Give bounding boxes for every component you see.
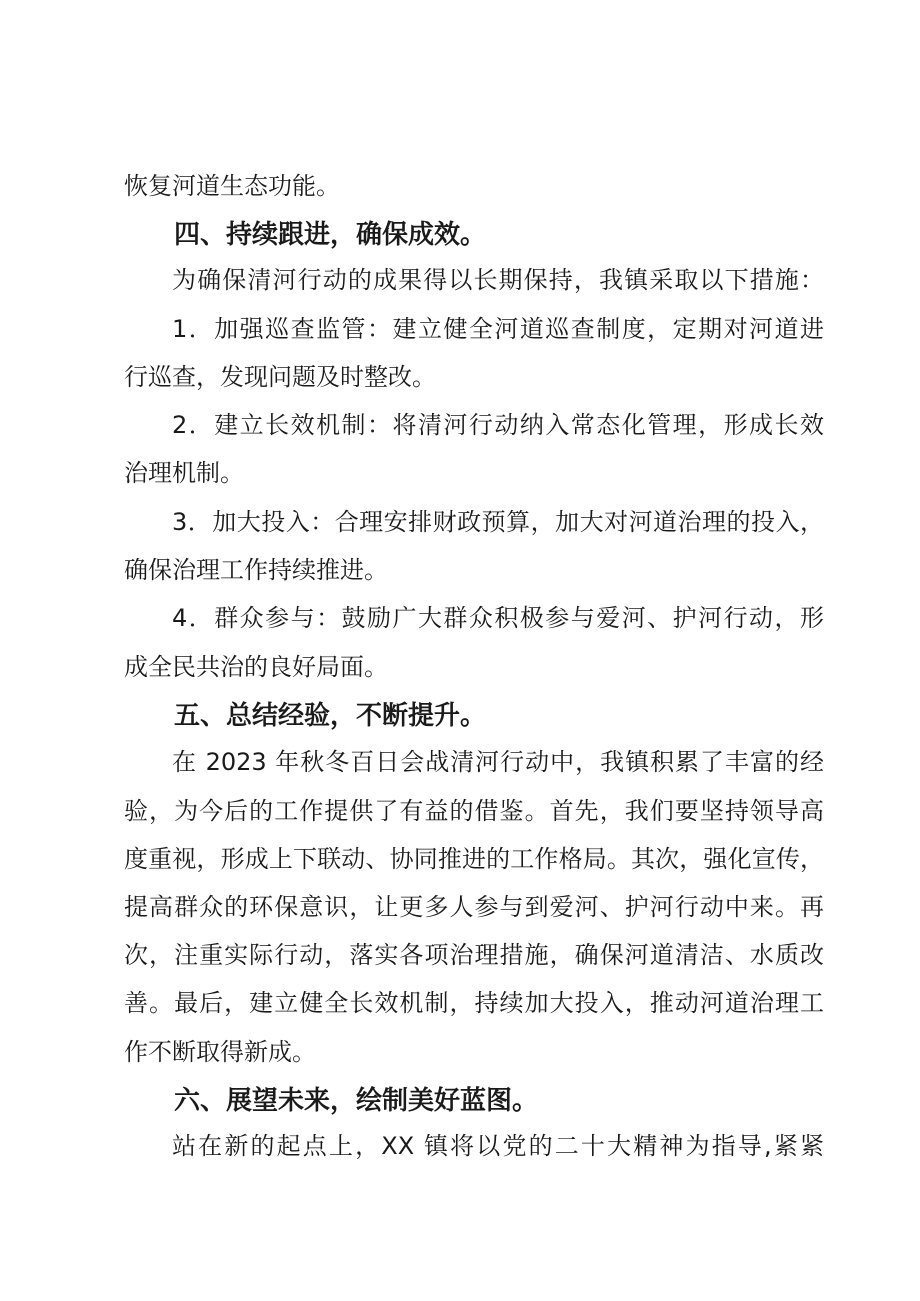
list-item-4-line: 4．群众参与：鼓励广大群众积极参与爱河、护河行动，形 — [172, 604, 824, 632]
section-heading-4: 四、持续跟进，确保成效。 — [174, 220, 487, 250]
paragraph-line: 恢复河道生态功能。 — [124, 172, 340, 200]
paragraph-line: 站在新的起点上，XX 镇将以党的二十大精神为指导,紧紧 — [172, 1132, 824, 1160]
list-item-4-line: 成全民共治的良好局面。 — [124, 653, 388, 681]
list-item-2-line: 2．建立长效机制：将清河行动纳入常态化管理，形成长效 — [172, 411, 824, 439]
section-heading-5: 五、总结经验，不断提升。 — [174, 701, 487, 731]
paragraph-line: 作不断取得新成。 — [124, 1038, 316, 1066]
list-item-1-line: 1．加强巡查监管：建立健全河道巡查制度，定期对河道进 — [172, 315, 824, 343]
section-heading-6: 六、展望未来，绘制美好蓝图。 — [174, 1086, 539, 1116]
list-item-3-line: 3．加大投入：合理安排财政预算，加大对河道治理的投入， — [172, 508, 824, 536]
list-item-2-line: 治理机制。 — [124, 459, 244, 487]
paragraph-line: 善。最后，建立健全长效机制，持续加大投入，推动河道治理工 — [124, 989, 824, 1017]
paragraph-line: 度重视，形成上下联动、协同推进的工作格局。其次，强化宣传， — [124, 845, 824, 873]
paragraph-line: 在 2023 年秋冬百日会战清河行动中，我镇积累了丰富的经 — [172, 748, 824, 776]
list-item-1-line: 行巡查，发现问题及时整改。 — [124, 363, 436, 391]
paragraph-line: 为确保清河行动的成果得以长期保持，我镇采取以下措施： — [172, 266, 824, 294]
list-item-3-line: 确保治理工作持续推进。 — [124, 556, 388, 584]
paragraph-line: 验，为今后的工作提供了有益的借鉴。首先，我们要坚持领导高 — [124, 797, 824, 825]
paragraph-line: 提高群众的环保意识，让更多人参与到爱河、护河行动中来。再 — [124, 893, 824, 921]
paragraph-line: 次，注重实际行动，落实各项治理措施，确保河道清洁、水质改 — [124, 941, 824, 969]
